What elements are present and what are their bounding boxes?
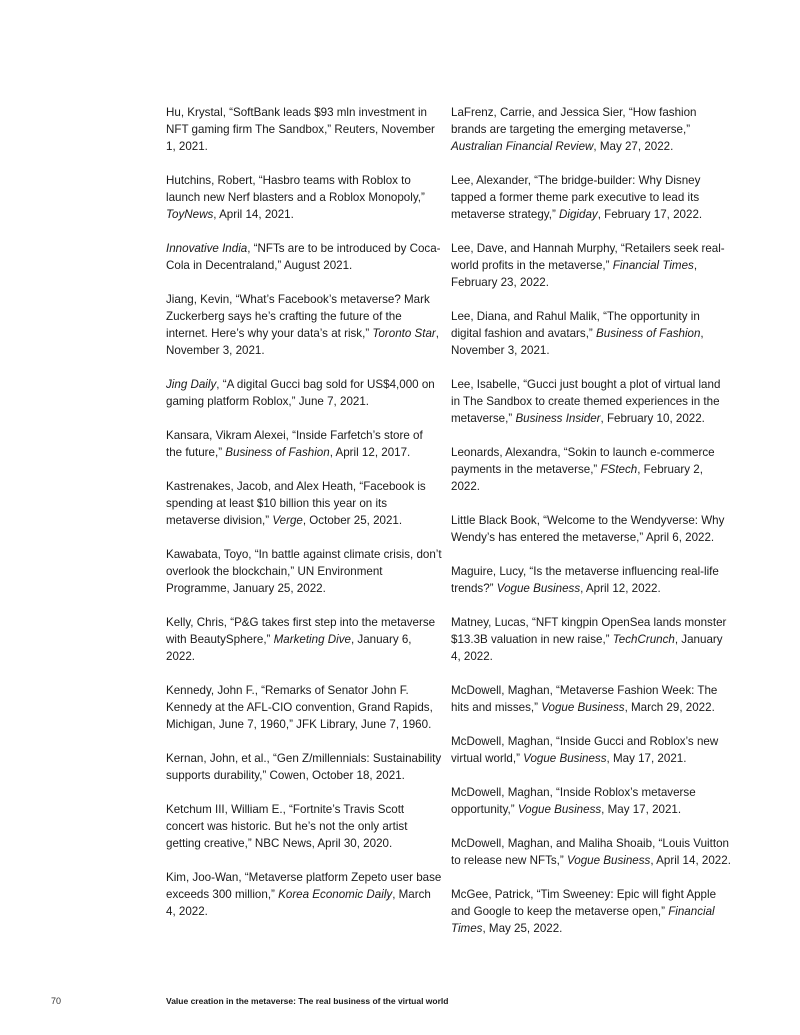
reference-pre-text: Little Black Book, “Welcome to the Wendyverse: Why Wendy’s has entered the metaverse,” April 6, 2022. [451, 514, 725, 544]
reference-entry [451, 512, 731, 546]
reference-pre-text: Lee, Dave, and Hannah Murphy, “Retailers seek real-world profits in the metaverse,” [451, 242, 725, 272]
reference-pre-text: McGee, Patrick, “Tim Sweeney: Epic will fight Apple and Google to keep the metaverse open,” [451, 888, 717, 918]
reference-entry [451, 240, 731, 291]
reference-post-text: , March 29, 2022. [624, 701, 715, 714]
reference-entry [166, 801, 442, 852]
reference-entry [451, 733, 731, 767]
reference-post-text: , February 17, 2022. [597, 208, 703, 221]
reference-pre-text: Kelly, Chris, “P&G takes first step into the metaverse with BeautySphere,” [166, 616, 436, 646]
reference-post-text: , April 14, 2022. [650, 854, 731, 867]
reference-post-text: , May 25, 2022. [482, 922, 563, 935]
reference-entry [166, 682, 442, 733]
reference-entry [451, 444, 731, 495]
reference-post-text: , January 6, 2022. [166, 633, 412, 663]
reference-post-text: , November 3, 2021. [451, 327, 704, 357]
reference-ital-text: Innovative India [166, 242, 248, 255]
reference-post-text: , “NFTs are to be introduced by Coca-Cola in Decentraland,” August 2021. [166, 242, 441, 272]
reference-entry [166, 750, 442, 784]
reference-ital-text: Business Insider [515, 412, 601, 425]
reference-pre-text: Maguire, Lucy, “Is the metaverse influencing real-life trends?” [451, 565, 719, 595]
reference-pre-text: Lee, Alexander, “The bridge-builder: Why Disney tapped a former theme park executive to lead its metaverse strategy,” [451, 174, 701, 221]
reference-pre-text: Ketchum III, William E., “Fortnite’s Travis Scott concert was historic. But he’s not the only artist getting creative,” NBC News, April 30, 2020. [166, 803, 408, 850]
reference-post-text: , November 3, 2021. [166, 327, 440, 357]
reference-ital-text: Financial Times [451, 905, 715, 935]
reference-entry [166, 614, 442, 665]
reference-post-text: , February 10, 2022. [600, 412, 705, 425]
reference-ital-text: TechCrunch [612, 633, 675, 646]
reference-post-text: , January 4, 2022. [451, 633, 723, 663]
reference-post-text: , March 4, 2022. [166, 888, 431, 918]
reference-ital-text: Digiday [559, 208, 598, 221]
reference-post-text: , May 27, 2022. [593, 140, 674, 153]
reference-ital-text: Business of Fashion [225, 446, 330, 459]
reference-ital-text: Vogue Business [566, 854, 651, 867]
reference-ital-text: Jing Daily [166, 378, 217, 391]
reference-entry [451, 835, 731, 869]
reference-ital-text: Australian Financial Review [451, 140, 594, 153]
reference-entry [166, 546, 442, 597]
reference-entry [451, 784, 731, 818]
reference-entry [166, 104, 442, 155]
reference-post-text: , May 17, 2021. [606, 752, 687, 765]
reference-ital-text: FStech [600, 463, 638, 476]
page-number: 70 [51, 996, 62, 1006]
page-footer [0, 996, 800, 1010]
reference-entry [451, 376, 731, 427]
reference-entry [451, 308, 731, 359]
reference-post-text: , April 12, 2022. [580, 582, 661, 595]
reference-ital-text: Vogue Business [523, 752, 607, 765]
reference-pre-text: Matney, Lucas, “NFT kingpin OpenSea lands monster $13.3B valuation in new raise,” [451, 616, 727, 646]
reference-entry [451, 886, 731, 937]
reference-pre-text: LaFrenz, Carrie, and Jessica Sier, “How fashion brands are targeting the emerging metaverse,” [451, 106, 697, 136]
references-right-column [451, 104, 731, 954]
reference-pre-text: Leonards, Alexandra, “Sokin to launch e-commerce payments in the metaverse,” [451, 446, 715, 476]
reference-pre-text: McDowell, Maghan, “Metaverse Fashion Week: The hits and misses,” [451, 684, 718, 714]
reference-ital-text: Korea Economic Daily [278, 888, 393, 901]
reference-post-text: , May 17, 2021. [601, 803, 682, 816]
reference-entry [166, 427, 442, 461]
reference-ital-text: Business of Fashion [596, 327, 701, 340]
reference-entry [166, 376, 442, 410]
reference-pre-text: Kennedy, John F., “Remarks of Senator John F. Kennedy at the AFL-CIO convention, Grand Rapids, Michigan, June 7, 1960,” JFK Library, June 7, 1960. [166, 684, 433, 731]
reference-pre-text: Kernan, John, et al., “Gen Z/millennials: Sustainability supports durability,” Cowen, October 18, 2021. [166, 752, 442, 782]
reference-pre-text: McDowell, Maghan, “Inside Gucci and Roblox’s new virtual world,” [451, 735, 719, 765]
reference-entry [451, 563, 731, 597]
reference-entry [166, 172, 442, 223]
reference-pre-text: Hu, Krystal, “SoftBank leads $93 mln investment in NFT gaming firm The Sandbox,” Reuters, November 1, 2021. [166, 106, 435, 153]
reference-pre-text: Kim, Joo-Wan, “Metaverse platform Zepeto user base exceeds 300 million,” [166, 871, 442, 901]
reference-entry [451, 172, 731, 223]
reference-pre-text: Kawabata, Toyo, “In battle against climate crisis, don’t overlook the blockchain,” UN Environment Programme, January 25, 2022. [166, 548, 442, 595]
reference-entry [166, 869, 442, 920]
reference-ital-text: Verge [272, 514, 303, 527]
report-title: Value creation in the metaverse: The real business of the virtual world [166, 996, 449, 1006]
reference-pre-text: Kansara, Vikram Alexei, “Inside Farfetch’s store of the future,” [166, 429, 423, 459]
references-left-column [166, 104, 442, 937]
reference-post-text: , February 2, 2022. [451, 463, 703, 493]
reference-ital-text: Vogue Business [517, 803, 602, 816]
reference-pre-text: Kastrenakes, Jacob, and Alex Heath, “Facebook is spending at least $10 billion this year on its metaverse division,” [166, 480, 426, 527]
reference-pre-text: Jiang, Kevin, “What’s Facebook’s metaverse? Mark Zuckerberg says he’s crafting the future of the internet. Here’s why your data’s at risk,” [166, 293, 430, 340]
reference-ital-text: Vogue Business [496, 582, 581, 595]
reference-pre-text: Lee, Isabelle, “Gucci just bought a plot of virtual land in The Sandbox to create themed experiences in the metaverse,” [451, 378, 721, 425]
reference-pre-text: Lee, Diana, and Rahul Malik, “The opportunity in digital fashion and avatars,” [451, 310, 700, 340]
reference-pre-text: Hutchins, Robert, “Hasbro teams with Roblox to launch new Nerf blasters and a Roblox Monopoly,” [166, 174, 425, 204]
reference-ital-text: Toronto Star [372, 327, 436, 340]
reference-post-text: , April 12, 2017. [329, 446, 411, 459]
reference-ital-text: ToyNews [166, 208, 214, 221]
reference-entry [166, 240, 442, 274]
reference-ital-text: Vogue Business [541, 701, 625, 714]
reference-entry [166, 478, 442, 529]
reference-pre-text: McDowell, Maghan, and Maliha Shoaib, “Louis Vuitton to release new NFTs,” [451, 837, 729, 867]
reference-entry [166, 291, 442, 359]
reference-post-text: , “A digital Gucci bag sold for US$4,000 on gaming platform Roblox,” June 7, 2021. [166, 378, 435, 408]
reference-pre-text: McDowell, Maghan, “Inside Roblox’s metaverse opportunity,” [451, 786, 696, 816]
reference-entry [451, 104, 731, 155]
reference-ital-text: Financial Times [612, 259, 694, 272]
reference-post-text: , April 14, 2021. [213, 208, 294, 221]
reference-post-text: , October 25, 2021. [302, 514, 403, 527]
reference-entry [451, 614, 731, 665]
reference-ital-text: Marketing Dive [273, 633, 351, 646]
reference-post-text: , February 23, 2022. [451, 259, 698, 289]
reference-entry [451, 682, 731, 716]
